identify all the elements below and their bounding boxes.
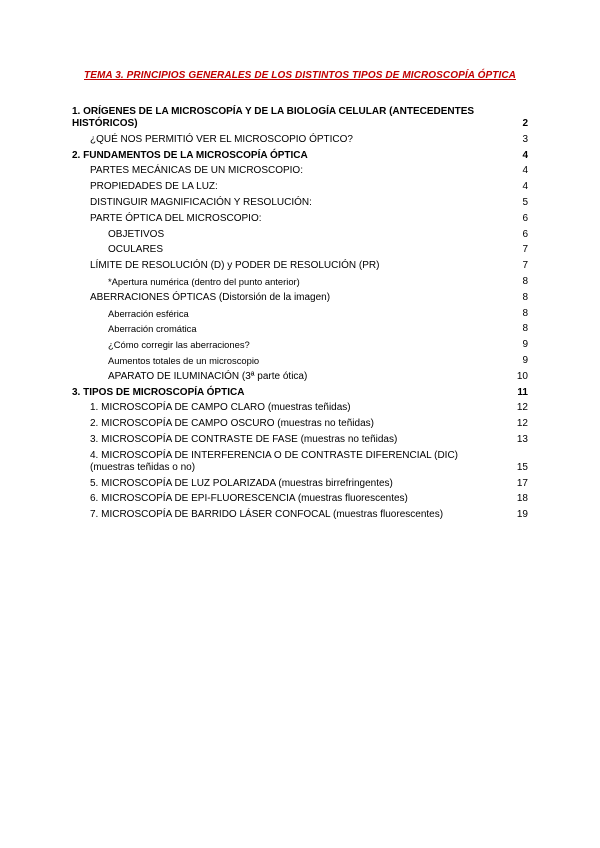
toc-entry-text: APARATO DE ILUMINACIÓN (3ª parte ótica) — [108, 370, 308, 382]
toc-entry-text: LÍMITE DE RESOLUCIÓN (D) y PODER DE RESOLUCIÓN (PR) — [90, 260, 380, 272]
toc-entry[interactable] — [72, 292, 528, 304]
toc-entry[interactable] — [72, 150, 528, 162]
toc-entry-page: 8 — [522, 275, 528, 287]
toc-entry[interactable] — [72, 450, 528, 474]
toc-entry[interactable] — [72, 355, 528, 367]
toc-entry-text: 2. MICROSCOPÍA DE CAMPO OSCURO (muestras no teñidas) — [90, 418, 374, 430]
toc-entry-text: PROPIEDADES DE LA LUZ: — [90, 181, 218, 193]
toc-entry-page: 4 — [522, 181, 528, 193]
toc-entry-text: PARTES MECÁNICAS DE UN MICROSCOPIO: — [90, 165, 303, 177]
toc-entry-page: 17 — [516, 477, 528, 489]
toc-entry-page: 8 — [522, 307, 528, 319]
toc-entry[interactable] — [72, 323, 528, 335]
toc-entry-page: 6 — [522, 212, 528, 224]
toc-entry[interactable] — [72, 165, 528, 177]
toc-entry-text: PARTE ÓPTICA DEL MICROSCOPIO: — [90, 212, 262, 224]
toc-entry-text: 3. TIPOS DE MICROSCOPÍA ÓPTICA — [72, 386, 245, 398]
toc-entry-text: *Apertura numérica (dentro del punto anterior) — [108, 275, 300, 287]
toc-entry-page: 9 — [522, 354, 528, 366]
toc-entry-page: 8 — [522, 291, 528, 303]
toc-entry-text: ABERRACIONES ÓPTICAS (Distorsión de la imagen) — [90, 291, 331, 303]
toc-entry-text: 5. MICROSCOPÍA DE LUZ POLARIZADA (muestras birrefringentes) — [90, 477, 393, 489]
toc-entry-page: 10 — [516, 370, 528, 382]
toc-entry-text: ¿QUÉ NOS PERMITIÓ VER EL MICROSCOPIO ÓPTICO? — [90, 133, 353, 145]
toc-entry[interactable] — [72, 387, 528, 399]
toc-entry-page: 13 — [516, 433, 528, 445]
toc-entry-page: 3 — [522, 133, 528, 145]
toc-entry-text: OCULARES — [108, 244, 164, 256]
toc-entry[interactable] — [72, 434, 528, 446]
toc-entry-text: 4. MICROSCOPÍA DE INTERFERENCIA O DE CONTRASTE DIFERENCIAL (DIC) (muestras teñidas o no) — [90, 449, 459, 473]
toc-entry-page: 4 — [522, 149, 528, 161]
toc-entry-page: 12 — [516, 418, 528, 430]
toc-entry-page: 2 — [522, 118, 528, 129]
toc-entry-page: 5 — [522, 196, 528, 208]
toc-entry-page: 12 — [516, 402, 528, 414]
toc-entry[interactable] — [72, 371, 528, 383]
toc-entry[interactable] — [72, 478, 528, 490]
toc-entry-text: 6. MICROSCOPÍA DE EPI-FLUORESCENCIA (muestras fluorescentes) — [90, 493, 408, 505]
toc-entry-page: 18 — [516, 493, 528, 505]
toc-entry-text: 1. MICROSCOPÍA DE CAMPO CLARO (muestras teñidas) — [90, 402, 351, 414]
toc-entry-page: 19 — [516, 509, 528, 521]
toc-entry[interactable] — [72, 339, 528, 351]
toc-entry[interactable] — [72, 260, 528, 272]
toc-entry-text: 2. FUNDAMENTOS DE LA MICROSCOPÍA ÓPTICA — [72, 149, 308, 161]
toc-entry-text: Aumentos totales de un microscopio — [108, 354, 260, 366]
toc-entry-text: DISTINGUIR MAGNIFICACIÓN Y RESOLUCIÓN: — [90, 196, 312, 208]
toc-entry-text: 3. MICROSCOPÍA DE CONTRASTE DE FASE (muestras no teñidas) — [90, 433, 398, 445]
toc-entry[interactable] — [72, 308, 528, 320]
toc-entry[interactable] — [72, 509, 528, 521]
toc-entry[interactable] — [72, 229, 528, 241]
toc-entry[interactable] — [72, 213, 528, 225]
toc-entry-text: Aberración cromática — [108, 323, 197, 335]
toc-entry-page: 15 — [516, 461, 528, 473]
toc-entry[interactable] — [72, 106, 528, 130]
toc-entry[interactable] — [72, 493, 528, 505]
toc-entry-page: 7 — [522, 260, 528, 272]
toc-entry-page: 4 — [522, 165, 528, 177]
toc-entry-text: 1. ORÍGENES DE LA MICROSCOPÍA Y DE LA BIOLOGÍA CELULAR (ANTECEDENTES HISTÓRICOS) — [72, 106, 475, 129]
toc-entry[interactable] — [72, 418, 528, 430]
toc-entry[interactable] — [72, 197, 528, 209]
toc-entry-page: 6 — [522, 228, 528, 240]
toc-entry[interactable] — [72, 276, 528, 288]
toc-entry[interactable] — [72, 244, 528, 256]
toc-entry-text: 7. MICROSCOPÍA DE BARRIDO LÁSER CONFOCAL (muestras fluorescentes) — [90, 509, 444, 521]
toc-entry-page: 9 — [522, 339, 528, 351]
toc-entry-page: 11 — [517, 386, 528, 398]
toc-entry-text: Aberración esférica — [108, 307, 189, 319]
toc-entry-text: ¿Cómo corregir las aberraciones? — [108, 339, 250, 351]
toc-entry-page: 7 — [522, 244, 528, 256]
toc-entry[interactable] — [72, 181, 528, 193]
toc-entry[interactable] — [72, 134, 528, 146]
toc-entry-text: OBJETIVOS — [108, 228, 165, 240]
toc-entry[interactable] — [72, 402, 528, 414]
table-of-contents — [72, 106, 528, 525]
document-title: TEMA 3. PRINCIPIOS GENERALES DE LOS DISTINTOS TIPOS DE MICROSCOPÍA ÓPTICA — [84, 70, 516, 81]
toc-entry-page: 8 — [522, 323, 528, 335]
